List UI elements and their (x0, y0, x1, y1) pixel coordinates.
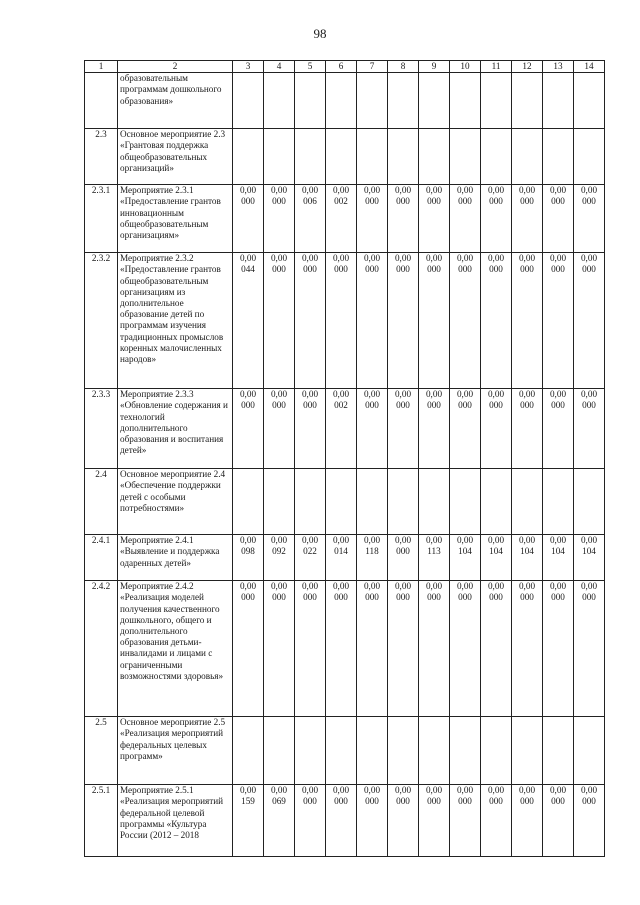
value-cell (233, 129, 264, 185)
row-name: Мероприятие 2.3.3 «Обновление содержания и технологий дополнительного образования и воспитания детей» (118, 389, 233, 469)
value-cell (481, 129, 512, 185)
value-cell: 0,00 000 (264, 185, 295, 253)
value-cell (419, 717, 450, 785)
value-cell: 0,00 000 (450, 185, 481, 253)
value-cell: 0,00 098 (233, 535, 264, 581)
value-cell: 0,00 000 (357, 185, 388, 253)
value-cell (326, 129, 357, 185)
value-cell (233, 469, 264, 535)
value-cell: 0,00 000 (264, 389, 295, 469)
value-cell: 0,00 118 (357, 535, 388, 581)
value-cell (419, 469, 450, 535)
value-cell (233, 73, 264, 129)
column-header: 6 (326, 61, 357, 73)
column-header: 10 (450, 61, 481, 73)
row-code: 2.3 (85, 129, 118, 185)
value-cell (388, 129, 419, 185)
row-name: Основное мероприятие 2.5 «Реализация мероприятий федеральных целевых программ» (118, 717, 233, 785)
value-cell: 0,00 000 (388, 785, 419, 857)
value-cell: 0,00 000 (295, 581, 326, 717)
table-row (85, 73, 605, 129)
value-cell (419, 129, 450, 185)
data-table (84, 60, 605, 857)
value-cell: 0,00 000 (574, 785, 605, 857)
column-header: 11 (481, 61, 512, 73)
value-cell: 0,00 000 (574, 581, 605, 717)
value-cell: 0,00 000 (264, 581, 295, 717)
value-cell: 0,00 000 (574, 185, 605, 253)
value-cell (543, 73, 574, 129)
value-cell: 0,00 000 (543, 581, 574, 717)
value-cell (450, 73, 481, 129)
table-body (85, 73, 605, 857)
table-row (85, 129, 605, 185)
value-cell: 0,00 000 (388, 185, 419, 253)
value-cell (512, 717, 543, 785)
value-cell: 0,00 000 (357, 253, 388, 389)
value-cell: 0,00 000 (295, 253, 326, 389)
value-cell: 0,00 000 (326, 581, 357, 717)
value-cell (357, 73, 388, 129)
value-cell: 0,00 000 (574, 389, 605, 469)
value-cell (326, 469, 357, 535)
value-cell: 0,00 000 (481, 785, 512, 857)
column-header: 13 (543, 61, 574, 73)
column-header: 14 (574, 61, 605, 73)
value-cell: 0,00 104 (450, 535, 481, 581)
row-name: Основное мероприятие 2.3 «Грантовая поддержка общеобразовательных организаций» (118, 129, 233, 185)
value-cell: 0,00 000 (388, 581, 419, 717)
value-cell (543, 717, 574, 785)
value-cell: 0,00 022 (295, 535, 326, 581)
table-row (85, 785, 605, 857)
value-cell: 0,00 000 (481, 581, 512, 717)
table-row (85, 389, 605, 469)
value-cell (326, 73, 357, 129)
value-cell (574, 129, 605, 185)
column-header: 2 (118, 61, 233, 73)
value-cell (450, 469, 481, 535)
value-cell (357, 129, 388, 185)
value-cell: 0,00 000 (233, 185, 264, 253)
value-cell (295, 469, 326, 535)
value-cell: 0,00 000 (512, 185, 543, 253)
value-cell: 0,00 000 (481, 185, 512, 253)
value-cell (388, 717, 419, 785)
row-code: 2.4.1 (85, 535, 118, 581)
value-cell: 0,00 000 (512, 389, 543, 469)
value-cell: 0,00 014 (326, 535, 357, 581)
value-cell (357, 469, 388, 535)
value-cell: 0,00 000 (357, 581, 388, 717)
value-cell (512, 129, 543, 185)
value-cell: 0,00 104 (543, 535, 574, 581)
value-cell: 0,00 104 (512, 535, 543, 581)
value-cell: 0,00 092 (264, 535, 295, 581)
value-cell (295, 129, 326, 185)
value-cell: 0,00 002 (326, 185, 357, 253)
value-cell: 0,00 000 (543, 253, 574, 389)
value-cell (481, 73, 512, 129)
value-cell: 0,00 000 (543, 185, 574, 253)
value-cell: 0,00 000 (264, 253, 295, 389)
value-cell: 0,00 000 (450, 253, 481, 389)
value-cell: 0,00 104 (574, 535, 605, 581)
value-cell (512, 73, 543, 129)
value-cell: 0,00 000 (326, 253, 357, 389)
column-header: 5 (295, 61, 326, 73)
value-cell (481, 469, 512, 535)
column-header: 12 (512, 61, 543, 73)
page-number: 98 (313, 26, 327, 41)
value-cell: 0,00 000 (450, 785, 481, 857)
value-cell: 0,00 000 (512, 785, 543, 857)
table-row (85, 185, 605, 253)
row-code: 2.3.2 (85, 253, 118, 389)
value-cell (233, 717, 264, 785)
value-cell (543, 469, 574, 535)
value-cell: 0,00 104 (481, 535, 512, 581)
value-cell (574, 717, 605, 785)
value-cell (357, 717, 388, 785)
column-header: 7 (357, 61, 388, 73)
value-cell: 0,00 000 (512, 581, 543, 717)
column-header: 3 (233, 61, 264, 73)
value-cell: 0,00 000 (481, 253, 512, 389)
row-name: Мероприятие 2.4.2 «Реализация моделей получения качественного дошкольного, общего и дополнительного образования детьми-инвалидами и лицами с ограниченными возможностями здоровья» (118, 581, 233, 717)
row-name: образовательным программам дошкольного образования» (118, 73, 233, 129)
value-cell (574, 469, 605, 535)
value-cell (326, 717, 357, 785)
value-cell (574, 73, 605, 129)
value-cell: 0,00 000 (543, 785, 574, 857)
row-code: 2.4.2 (85, 581, 118, 717)
column-header: 9 (419, 61, 450, 73)
row-name: Мероприятие 2.3.1 «Предоставление грантов инновационным общеобразовательным организациям» (118, 185, 233, 253)
value-cell (264, 73, 295, 129)
value-cell: 0,00 000 (450, 581, 481, 717)
row-name: Основное мероприятие 2.4 «Обеспечение поддержки детей с особыми потребностями» (118, 469, 233, 535)
value-cell: 0,00 000 (388, 253, 419, 389)
value-cell: 0,00 000 (233, 581, 264, 717)
row-code: 2.4 (85, 469, 118, 535)
value-cell: 0,00 000 (450, 389, 481, 469)
row-name: Мероприятие 2.3.2 «Предоставление грантов общеобразовательным организациям из дополнительное образование детей по программам изучения традиционных промыслов коренных малочисленных народов» (118, 253, 233, 389)
row-code: 2.5 (85, 717, 118, 785)
value-cell (264, 129, 295, 185)
row-name: Мероприятие 2.5.1 «Реализация мероприятий федеральной целевой программы «Культура России (2012 – 2018 (118, 785, 233, 857)
table-row (85, 253, 605, 389)
value-cell: 0,00 000 (419, 185, 450, 253)
value-cell: 0,00 000 (357, 785, 388, 857)
row-name: Мероприятие 2.4.1 «Выявление и поддержка одаренных детей» (118, 535, 233, 581)
table-row (85, 717, 605, 785)
value-cell: 0,00 000 (388, 535, 419, 581)
value-cell: 0,00 002 (326, 389, 357, 469)
value-cell (295, 73, 326, 129)
value-cell (388, 469, 419, 535)
row-code: 2.3.3 (85, 389, 118, 469)
value-cell: 0,00 000 (326, 785, 357, 857)
row-code: 2.5.1 (85, 785, 118, 857)
value-cell (543, 129, 574, 185)
row-code: 2.3.1 (85, 185, 118, 253)
value-cell (264, 717, 295, 785)
value-cell: 0,00 069 (264, 785, 295, 857)
value-cell: 0,00 000 (419, 785, 450, 857)
header-row (85, 61, 605, 73)
value-cell: 0,00 000 (481, 389, 512, 469)
value-cell (450, 717, 481, 785)
column-header: 4 (264, 61, 295, 73)
value-cell: 0,00 000 (357, 389, 388, 469)
value-cell (450, 129, 481, 185)
value-cell: 0,00 000 (543, 389, 574, 469)
column-header: 1 (85, 61, 118, 73)
value-cell: 0,00 000 (388, 389, 419, 469)
value-cell: 0,00 000 (233, 389, 264, 469)
value-cell (295, 717, 326, 785)
row-code (85, 73, 118, 129)
value-cell: 0,00 000 (419, 581, 450, 717)
value-cell: 0,00 000 (574, 253, 605, 389)
value-cell: 0,00 006 (295, 185, 326, 253)
value-cell (388, 73, 419, 129)
value-cell (512, 469, 543, 535)
value-cell (264, 469, 295, 535)
table-row (85, 581, 605, 717)
value-cell: 0,00 000 (295, 389, 326, 469)
value-cell: 0,00 044 (233, 253, 264, 389)
table-row (85, 535, 605, 581)
value-cell: 0,00 000 (512, 253, 543, 389)
value-cell: 0,00 113 (419, 535, 450, 581)
value-cell: 0,00 159 (233, 785, 264, 857)
value-cell: 0,00 000 (295, 785, 326, 857)
column-header: 8 (388, 61, 419, 73)
value-cell: 0,00 000 (419, 253, 450, 389)
value-cell (419, 73, 450, 129)
table-row (85, 469, 605, 535)
value-cell: 0,00 000 (419, 389, 450, 469)
value-cell (481, 717, 512, 785)
